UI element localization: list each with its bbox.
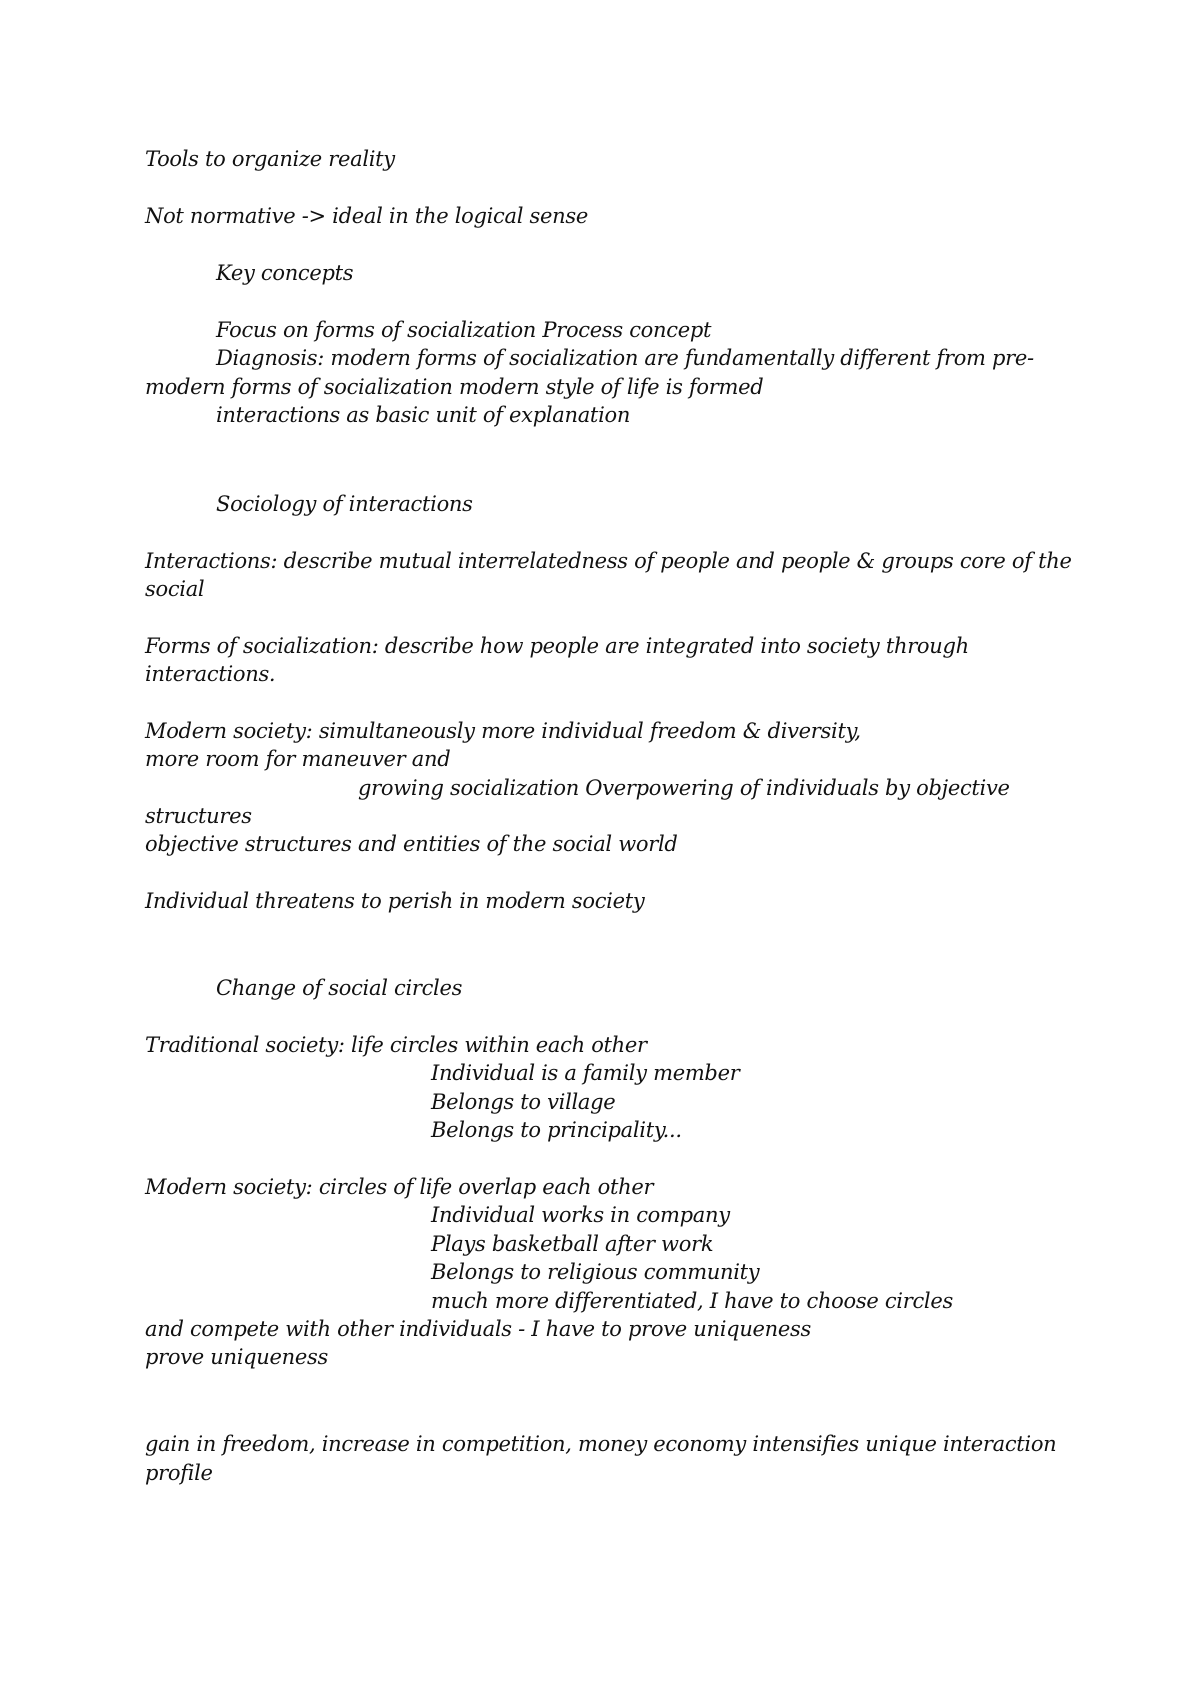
list-item: Belongs to religious community xyxy=(431,1260,760,1284)
text-line: modern forms of socialization modern style of life is formed xyxy=(145,375,764,399)
text-line: Interactions: describe mutual interrelatedness of people and people & groups core of the xyxy=(145,549,1072,573)
text-line: Not normative -> ideal in the logical sense xyxy=(145,204,588,228)
text-line: Modern society: circles of life overlap each other xyxy=(145,1175,654,1199)
section-heading: Key concepts xyxy=(216,261,354,285)
text-line: interactions as basic unit of explanation xyxy=(216,403,631,427)
list-item: Belongs to village xyxy=(431,1090,616,1114)
text-line: Modern society: simultaneously more individual freedom & diversity, xyxy=(145,719,861,743)
text-line: and compete with other individuals - I have to prove uniqueness xyxy=(145,1317,811,1341)
text-line: growing socialization Overpowering of individuals by objective xyxy=(358,776,1010,800)
text-line: Diagnosis: modern forms of socialization are fundamentally different from pre- xyxy=(216,346,1034,370)
text-line: Focus on forms of socialization Process concept xyxy=(216,318,712,342)
text-line: more room for maneuver and xyxy=(145,747,451,771)
text-line: Traditional society: life circles within each other xyxy=(145,1033,647,1057)
text-line: profile xyxy=(145,1461,213,1485)
list-item: much more differentiated, I have to choose circles xyxy=(431,1289,953,1313)
text-line: Individual threatens to perish in modern society xyxy=(145,889,645,913)
text-line: objective structures and entities of the social world xyxy=(145,832,678,856)
text-line: gain in freedom, increase in competition, money economy intensifies unique interaction xyxy=(145,1432,1057,1456)
list-item: Individual works in company xyxy=(431,1203,730,1227)
list-item: Individual is a family member xyxy=(431,1061,740,1085)
list-item: Belongs to principality... xyxy=(431,1118,682,1142)
list-item: Plays basketball after work xyxy=(431,1232,714,1256)
text-line: structures xyxy=(145,804,252,828)
text-line: interactions. xyxy=(145,662,276,686)
text-line: Forms of socialization: describe how people are integrated into society through xyxy=(145,634,969,658)
text-line: Tools to organize reality xyxy=(145,147,395,171)
text-line: social xyxy=(145,577,205,601)
section-heading: Sociology of interactions xyxy=(216,492,473,516)
section-heading: Change of social circles xyxy=(216,976,463,1000)
text-line: prove uniqueness xyxy=(145,1345,328,1369)
